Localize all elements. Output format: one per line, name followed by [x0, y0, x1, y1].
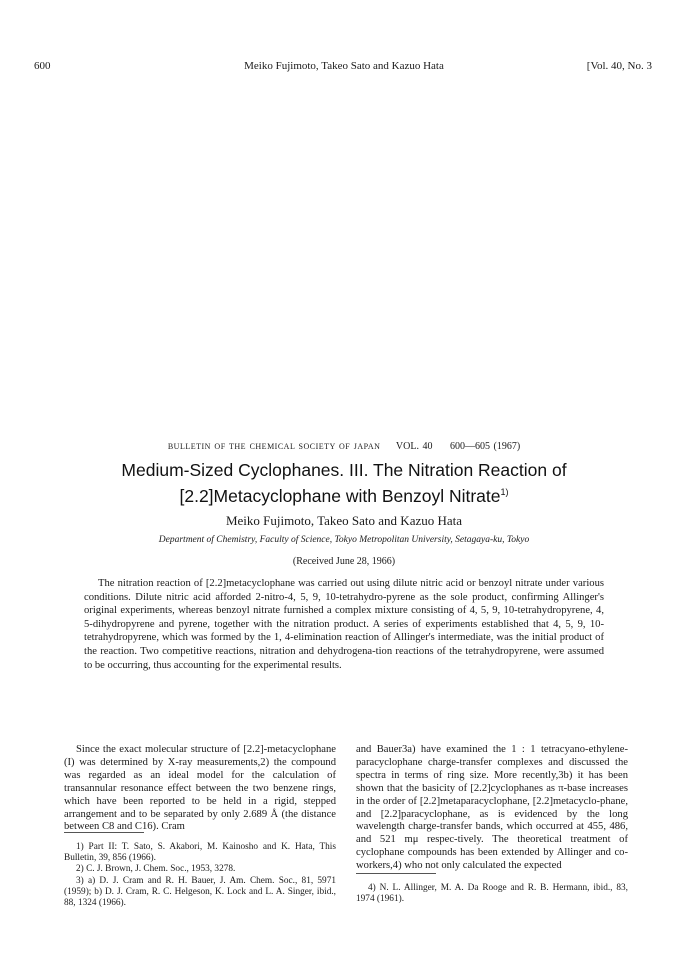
page-number: 600 — [34, 60, 51, 72]
footnote-divider-right — [356, 873, 436, 874]
running-header-volume: [Vol. 40, No. 3 — [586, 60, 652, 72]
author-list: Meiko Fujimoto, Takeo Sato and Kazuo Hata — [225, 513, 463, 528]
footnote-divider-left — [64, 832, 144, 833]
affiliation: Department of Chemistry, Faculty of Science, Tokyo Metropolitan University, Setagaya-ku, Tokyo — [158, 535, 530, 545]
body-column-right: and Bauer3a) have examined the 1 : 1 tetracyano-ethylene-paracyclophane charge-transfer complexes and discussed the spectra in terms of ring size. More recently,3b) it has been shown that the basicity of [2.2]cyclophanes as π-base increases in the order of [2.2]metaparacyclophane, [2.2]metacyclo-phane, and [2.2]paracyclophane, as is evidenced by the long wavelength charge-transfer bands, which occurred at 455, 486, and 521 mμ respec-tively. The theoretical treatment of cyclophane compounds has been extended by Allinger and co-workers,4) who not only calculated the expected — [356, 744, 628, 872]
journal-pages: 600—605 (1967) — [449, 441, 521, 452]
footnotes-left — [64, 842, 336, 909]
footnote: 3) a) D. J. Cram and R. H. Bauer, J. Am. Chem. Soc., 81, 5971 (1959); b) D. J. Cram, R. C. Helgeson, K. Lock and L. A. Singer, ibid., 88, 1324 (1966). — [64, 875, 336, 909]
title-footnote-marker: 1) — [500, 487, 509, 497]
article-title — [0, 459, 688, 507]
received-date: (Received June 28, 1966) — [292, 556, 396, 567]
journal-name: BULLETIN OF THE CHEMICAL SOCIETY OF JAPAN — [167, 442, 381, 451]
title-line-1: Medium-Sized Cyclophanes. III. The Nitration Reaction of — [121, 460, 567, 480]
abstract: The nitration reaction of [2.2]metacyclophane was carried out using dilute nitric acid or benzoyl nitrate under various conditions. Dilute nitric acid afforded 2-nitro-4, 5, 9, 10-tetrahydro-pyrene as the sole product, confirming Allinger's original experiments, whereas benzoyl nitrate furnished a complex mixture consisting of 4, 5, 9, 10-tetrahydropyrene, 4, 5-dihydropyrene and pyrene, together with the nitration product. A series of experiments established that 4, 5, 9, 10-tetrahydropyrene, which was formed by the 1, 4-elimination reaction of Allinger's intermediate, was the initial product of the reaction. Two competitive reactions, nitration and dehydrogena-tion reactions of the tetrahydropyrene, were assumed to be occurring, thus accounting for the experimental results. — [84, 578, 604, 671]
body-column-left: Since the exact molecular structure of [2.2]-metacyclophane (I) was determined by X-ray measurements,2) the compound was regarded as an ideal model for the calculation of transannular resonance effect between the two benzene rings, which have been reported to be held in a rigid, stepped arrangement and to be separated by only 2.689 Å (the distance between C8 and C16). Cram — [64, 744, 336, 833]
footnotes-right — [356, 883, 628, 905]
citation-line — [0, 441, 688, 452]
title-line-2-text: [2.2]Metacyclophane with Benzoyl Nitrate — [179, 485, 501, 506]
journal-volume: VOL. 40 — [395, 441, 433, 452]
running-header-authors: Meiko Fujimoto, Takeo Sato and Kazuo Hata — [244, 60, 444, 72]
footnote: 1) Part II: T. Sato, S. Akabori, M. Kainosho and K. Hata, This Bulletin, 39, 856 (1966). — [64, 842, 336, 864]
title-line-2 — [0, 481, 688, 507]
footnote: 4) N. L. Allinger, M. A. Da Rooge and R. B. Hermann, ibid., 83, 1974 (1961). — [356, 883, 628, 905]
footnote: 2) C. J. Brown, J. Chem. Soc., 1953, 3278. — [76, 864, 236, 875]
